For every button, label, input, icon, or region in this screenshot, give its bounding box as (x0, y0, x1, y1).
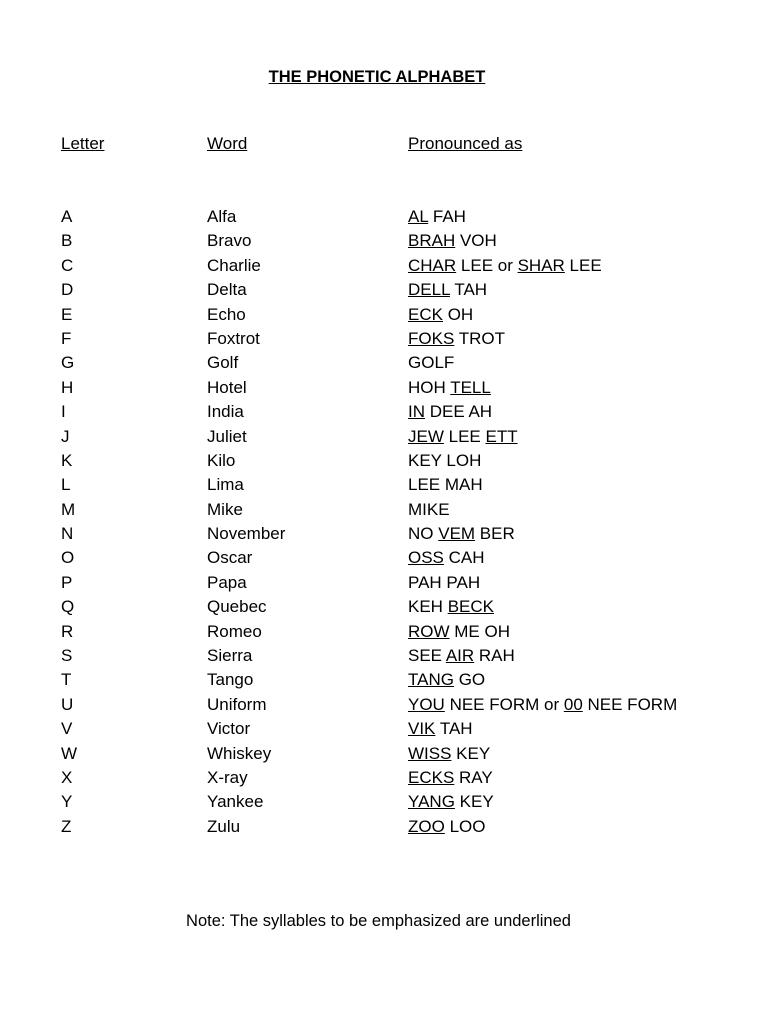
letter-cell: L (61, 475, 71, 495)
syllable: KEY LOH (408, 450, 482, 470)
table-row (0, 230, 768, 254)
word-cell: Uniform (207, 694, 267, 714)
syllable: TROT (454, 328, 505, 348)
letter-cell: C (61, 255, 74, 275)
table-row (0, 352, 768, 376)
pronunciation-cell (408, 279, 487, 301)
word-cell: Kilo (207, 450, 236, 470)
pronunciation-cell (408, 499, 450, 521)
letter-cell: D (61, 280, 74, 300)
table-row (0, 499, 768, 523)
syllable: LEE or (456, 255, 518, 275)
footer-note: Note: The syllables to be emphasized are underlined (186, 912, 571, 930)
syllable: NEE FORM or (444, 694, 564, 714)
emphasized-syllable: TELL (450, 377, 491, 397)
pronunciation-cell (408, 328, 505, 350)
pronunciation-cell (408, 230, 497, 252)
syllable: CAH (443, 548, 485, 568)
pronunciation-cell (408, 474, 483, 496)
pronunciation-cell (408, 206, 466, 228)
emphasized-syllable: AL (408, 207, 429, 226)
emphasized-syllable: VIK (408, 719, 436, 739)
header-word: Word (207, 134, 248, 153)
syllable: KEY (454, 792, 494, 812)
table-row (0, 669, 768, 693)
syllable: LEE (443, 426, 486, 446)
letter-cell: E (61, 304, 73, 324)
table-row (0, 816, 768, 840)
emphasized-syllable: 00 (563, 694, 583, 714)
letter-cell: K (61, 450, 73, 470)
word-cell: Juliet (207, 426, 247, 446)
table-row (0, 767, 768, 791)
table-row (0, 596, 768, 620)
letter-cell: Y (61, 792, 73, 812)
pronunciation-cell (408, 621, 510, 643)
table-row (0, 206, 768, 230)
word-cell: Papa (207, 572, 247, 592)
pronunciation-cell (408, 523, 515, 545)
syllable: ME OH (449, 621, 510, 641)
syllable: NO (408, 524, 439, 544)
letter-cell: N (61, 524, 74, 544)
pronunciation-cell (408, 767, 493, 789)
word-cell: Oscar (207, 548, 253, 568)
letter-cell: S (61, 646, 73, 666)
syllable: LEE (564, 255, 602, 275)
syllable: TAH (435, 719, 473, 739)
pronunciation-cell (408, 669, 485, 691)
syllable: BER (475, 524, 515, 544)
word-cell: Lima (207, 475, 244, 495)
letter-cell: B (61, 231, 73, 251)
pronunciation-cell (408, 450, 481, 472)
table-row (0, 547, 768, 571)
pronunciation-cell (408, 304, 473, 326)
pronunciation-cell (408, 352, 454, 374)
word-cell: Whiskey (207, 743, 272, 763)
emphasized-syllable: DELL (408, 280, 450, 300)
word-cell: Delta (207, 280, 247, 300)
table-row (0, 255, 768, 279)
letter-cell: P (61, 572, 73, 592)
letter-cell: A (61, 207, 73, 226)
letter-cell: V (61, 719, 73, 739)
table-row (0, 377, 768, 401)
syllable: VOH (455, 231, 497, 251)
emphasized-syllable: ETT (485, 426, 518, 446)
syllable: TAH (449, 280, 488, 300)
word-cell: X-ray (207, 767, 248, 787)
emphasized-syllable: ECK (408, 304, 443, 324)
emphasized-syllable: YANG (408, 792, 455, 812)
letter-cell: H (61, 377, 74, 397)
emphasized-syllable: JEW (408, 426, 444, 446)
emphasized-syllable: AIR (445, 646, 475, 666)
pronunciation-cell (408, 718, 473, 740)
word-cell: Charlie (207, 255, 261, 275)
table-row (0, 743, 768, 767)
table-row (0, 572, 768, 596)
pronunciation-cell (408, 572, 480, 594)
emphasized-syllable: IN (408, 402, 425, 422)
letter-cell: M (61, 499, 76, 519)
syllable: LEE MAH (408, 475, 483, 495)
table-row (0, 426, 768, 450)
emphasized-syllable: VEM (438, 524, 476, 544)
word-cell: Bravo (207, 231, 252, 251)
word-cell: Echo (207, 304, 246, 324)
letter-cell: F (61, 328, 72, 348)
word-cell: Mike (207, 499, 243, 519)
syllable: RAY (454, 767, 493, 787)
syllable: MIKE (408, 499, 450, 519)
syllable: NEE FORM (582, 694, 678, 714)
word-cell: Sierra (207, 646, 253, 666)
emphasized-syllable: TANG (408, 670, 454, 690)
word-cell: Golf (207, 353, 239, 373)
letter-cell: R (61, 621, 74, 641)
word-cell: India (207, 402, 244, 422)
letter-cell: J (61, 426, 70, 446)
word-cell: Alfa (207, 207, 237, 226)
emphasized-syllable: ECKS (408, 767, 455, 787)
pronunciation-cell (408, 694, 677, 716)
word-cell: Zulu (207, 816, 241, 836)
word-cell: Romeo (207, 621, 262, 641)
table-row (0, 645, 768, 669)
table-row (0, 718, 768, 742)
syllable: GO (453, 670, 486, 690)
letter-cell: X (61, 767, 73, 787)
table-row (0, 304, 768, 328)
pronunciation-cell (408, 645, 515, 667)
page-title: THE PHONETIC ALPHABET (268, 68, 486, 86)
pronunciation-cell (408, 743, 490, 765)
syllable: KEY (451, 743, 491, 763)
letter-cell: U (61, 694, 74, 714)
letter-cell: Q (61, 597, 75, 617)
table-row (0, 450, 768, 474)
letter-cell: I (61, 402, 66, 422)
emphasized-syllable: YOU (408, 694, 445, 714)
syllable: DEE AH (425, 402, 493, 422)
word-cell: Quebec (207, 597, 267, 617)
table-header (0, 134, 768, 156)
header-pronounced: Pronounced as (408, 134, 523, 153)
word-cell: Foxtrot (207, 328, 260, 348)
pronunciation-cell (408, 377, 491, 399)
word-cell: Tango (207, 670, 254, 690)
table-row (0, 523, 768, 547)
word-cell: Yankee (207, 792, 264, 812)
word-cell: Victor (207, 719, 251, 739)
table-row (0, 694, 768, 718)
syllable: KEH (408, 597, 448, 617)
pronunciation-cell (408, 401, 492, 423)
pronunciation-cell (408, 596, 494, 618)
emphasized-syllable: ROW (408, 621, 450, 641)
pronunciation-cell (408, 547, 485, 569)
table-row (0, 401, 768, 425)
table-row (0, 279, 768, 303)
word-cell: Hotel (207, 377, 247, 397)
table-row (0, 621, 768, 645)
emphasized-syllable: BECK (447, 597, 494, 617)
letter-cell: G (61, 353, 75, 373)
emphasized-syllable: ZOO (408, 816, 445, 836)
word-cell: November (207, 524, 286, 544)
table-row (0, 791, 768, 815)
syllable: FAH (428, 207, 466, 226)
letter-cell: Z (61, 816, 72, 836)
pronunciation-cell (408, 816, 485, 838)
emphasized-syllable: CHAR (408, 255, 457, 275)
letter-cell: T (61, 670, 72, 690)
emphasized-syllable: WISS (408, 743, 452, 763)
emphasized-syllable: OSS (408, 548, 444, 568)
emphasized-syllable: FOKS (408, 328, 455, 348)
syllable: LOO (444, 816, 486, 836)
table-row (0, 474, 768, 498)
emphasized-syllable: SHAR (517, 255, 565, 275)
emphasized-syllable: BRAH (408, 231, 456, 251)
syllable: HOH (408, 377, 451, 397)
table-row (0, 328, 768, 352)
pronunciation-cell (408, 791, 494, 813)
pronunciation-cell (408, 426, 518, 448)
syllable: GOLF (408, 353, 455, 373)
alphabet-table (0, 206, 768, 840)
syllable: SEE (408, 646, 446, 666)
letter-cell: O (61, 548, 75, 568)
letter-cell: W (61, 743, 78, 763)
syllable: RAH (474, 646, 515, 666)
syllable: PAH PAH (408, 572, 481, 592)
header-letter: Letter (61, 134, 105, 153)
syllable: OH (442, 304, 474, 324)
pronunciation-cell (408, 255, 602, 277)
